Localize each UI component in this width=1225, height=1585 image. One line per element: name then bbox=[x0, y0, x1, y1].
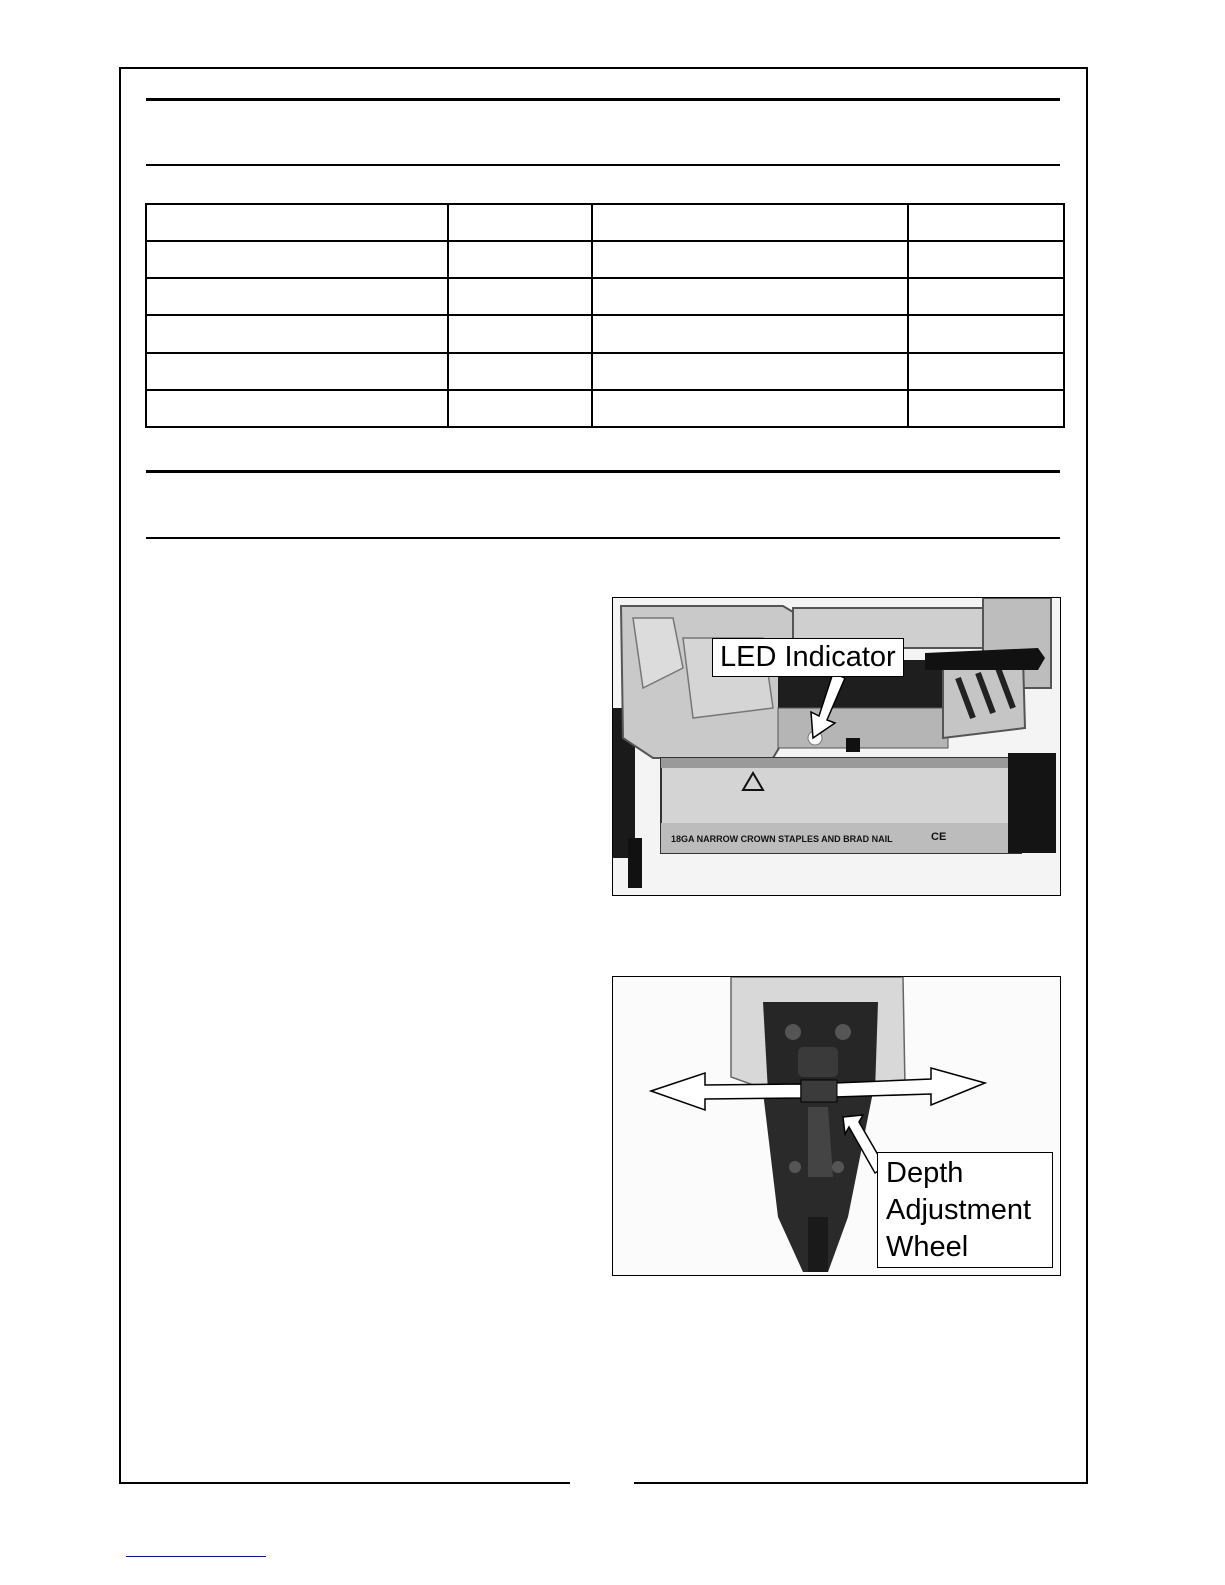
table-cell bbox=[448, 241, 592, 278]
table-cell bbox=[146, 278, 448, 315]
table-row bbox=[146, 390, 1064, 427]
led-indicator-callout: LED Indicator bbox=[712, 638, 904, 677]
table-cell bbox=[908, 204, 1064, 241]
magazine-label: 18GA NARROW CROWN STAPLES AND BRAD NAIL bbox=[671, 834, 893, 844]
table-row bbox=[146, 315, 1064, 352]
table-cell bbox=[592, 315, 908, 352]
led-indicator-photo bbox=[612, 597, 1061, 896]
table-cell bbox=[146, 353, 448, 390]
table-cell bbox=[448, 353, 592, 390]
table-cell bbox=[592, 204, 908, 241]
table-cell bbox=[448, 278, 592, 315]
table-cell bbox=[448, 390, 592, 427]
callout-line-1: Depth bbox=[886, 1157, 964, 1189]
callout-line-2: Adjustment bbox=[886, 1194, 1032, 1226]
table-cell bbox=[908, 353, 1064, 390]
page-number-gap bbox=[570, 1481, 634, 1487]
table-cell bbox=[592, 390, 908, 427]
ce-mark: CE bbox=[931, 831, 947, 843]
section-rule-top-2 bbox=[146, 470, 1060, 473]
table-row bbox=[146, 241, 1064, 278]
table-cell bbox=[908, 390, 1064, 427]
section-rule-bottom-2 bbox=[146, 537, 1060, 539]
table-cell bbox=[592, 241, 908, 278]
callout-line-3: Wheel bbox=[886, 1231, 969, 1263]
table-row bbox=[146, 204, 1064, 241]
table-cell bbox=[592, 353, 908, 390]
footer-link-underline[interactable] bbox=[126, 1556, 266, 1557]
section-rule-bottom bbox=[146, 164, 1060, 166]
table-cell bbox=[146, 241, 448, 278]
section-rule-top bbox=[146, 98, 1060, 101]
depth-adjustment-callout bbox=[877, 1152, 1053, 1268]
specification-table bbox=[145, 203, 1065, 428]
table-row bbox=[146, 278, 1064, 315]
table-row bbox=[146, 353, 1064, 390]
table-cell bbox=[908, 315, 1064, 352]
table-cell bbox=[592, 278, 908, 315]
table-cell bbox=[448, 204, 592, 241]
table-cell bbox=[908, 278, 1064, 315]
table-cell bbox=[908, 241, 1064, 278]
table-cell bbox=[146, 390, 448, 427]
table-cell bbox=[146, 204, 448, 241]
table-cell bbox=[448, 315, 592, 352]
table-cell bbox=[146, 315, 448, 352]
depth-adjustment-photo bbox=[612, 976, 1061, 1276]
